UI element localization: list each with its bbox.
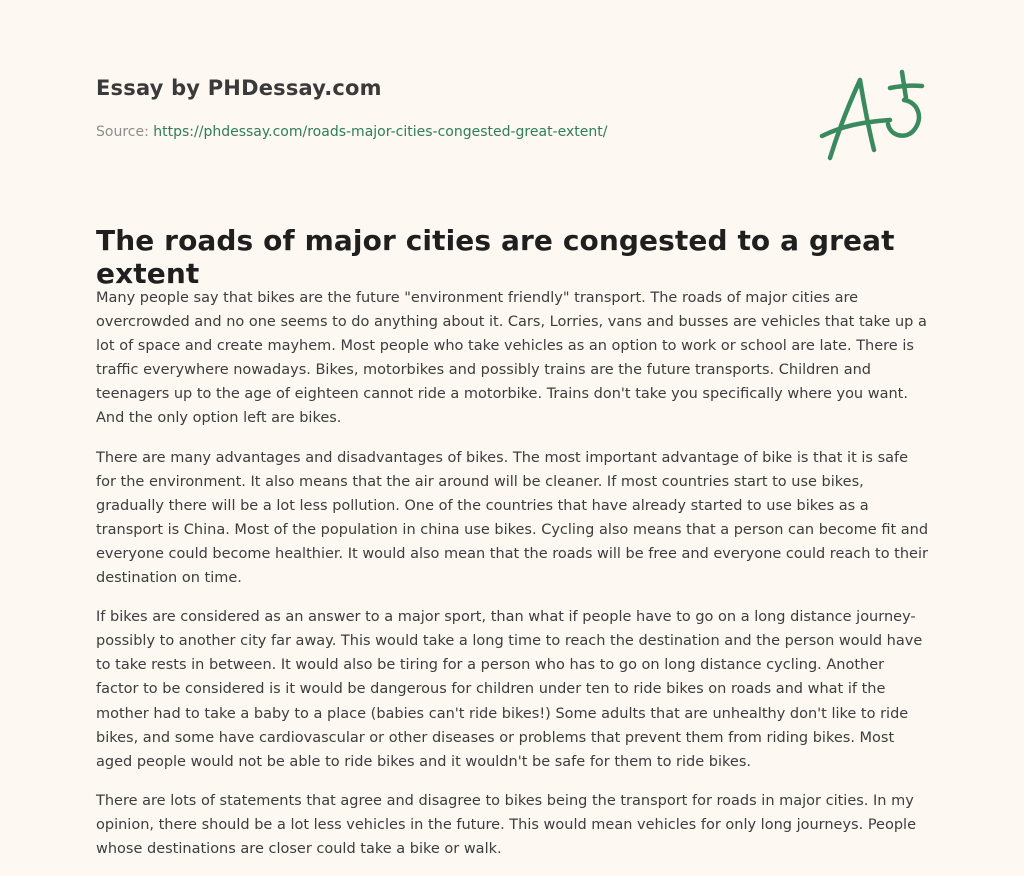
site-title: Essay by PHDessay.com [96, 76, 382, 100]
essay-paragraph: There are many advantages and disadvantages of bikes. The most important advantage of bike is that it is safe for the environment. It also means that the air around will be cleaner. If most countries start to use bikes, gradually there will be a lot less pollution. One of the countries that have already started to use bikes as a transport is China. Most of the population in china use bikes. Cycling also means that a person can become fit and everyone could become healthier. It would also mean that the roads will be free and everyone could reach to their destination on time. [96, 449, 929, 587]
page-header [96, 76, 796, 140]
a-plus-grade-logo-icon [818, 66, 928, 166]
essay-paragraph: There are lots of statements that agree and disagree to bikes being the transport for roads in major cities. In my opinion, there should be a lot less vehicles in the future. This would mean vehicles for only long journeys. People whose destinations are closer could take a bike or walk. [96, 792, 917, 857]
source-label: Source: [96, 124, 149, 140]
essay-title: The roads of major cities are congested to a great extent [96, 224, 895, 290]
essay-body [96, 286, 930, 876]
source-link[interactable]: https://phdessay.com/roads-major-cities-congested-great-extent/ [153, 124, 608, 140]
essay-paragraph: If bikes are considered as an answer to a major sport, than what if people have to go on a long distance journey- possibly to another city far away. This would take a long time to reach the destination and the person would have to take rests in between. It would also be tiring for a person who has to go on long distance cycling. Another factor to be considered is it would be dangerous for children under ten to ride bikes on roads and what if the mother had to take a baby to a place (babies can't ride bikes!) Some adults that are unhealthy don't like to ride bikes, and some have cardiovascular or other diseases or problems that prevent them from riding bikes. Most aged people would not be able to ride bikes and it wouldn't be safe for them to ride bikes. [96, 609, 923, 770]
source-line [96, 124, 796, 140]
essay-paragraph: Many people say that bikes are the future "environment friendly" transport. The roads of major cities are overcrowded and no one seems to do anything about it. Cars, Lorries, vans and busses are vehicles that take up a lot of space and create mayhem. Most people who take vehicles as an option to work or school are late. There is traffic everywhere nowadays. Bikes, motorbikes and possibly trains are the future transports. Children and teenagers up to the age of eighteen cannot ride a motorbike. Trains don't take you specifically where you want. And the only option left are bikes. [96, 290, 927, 427]
